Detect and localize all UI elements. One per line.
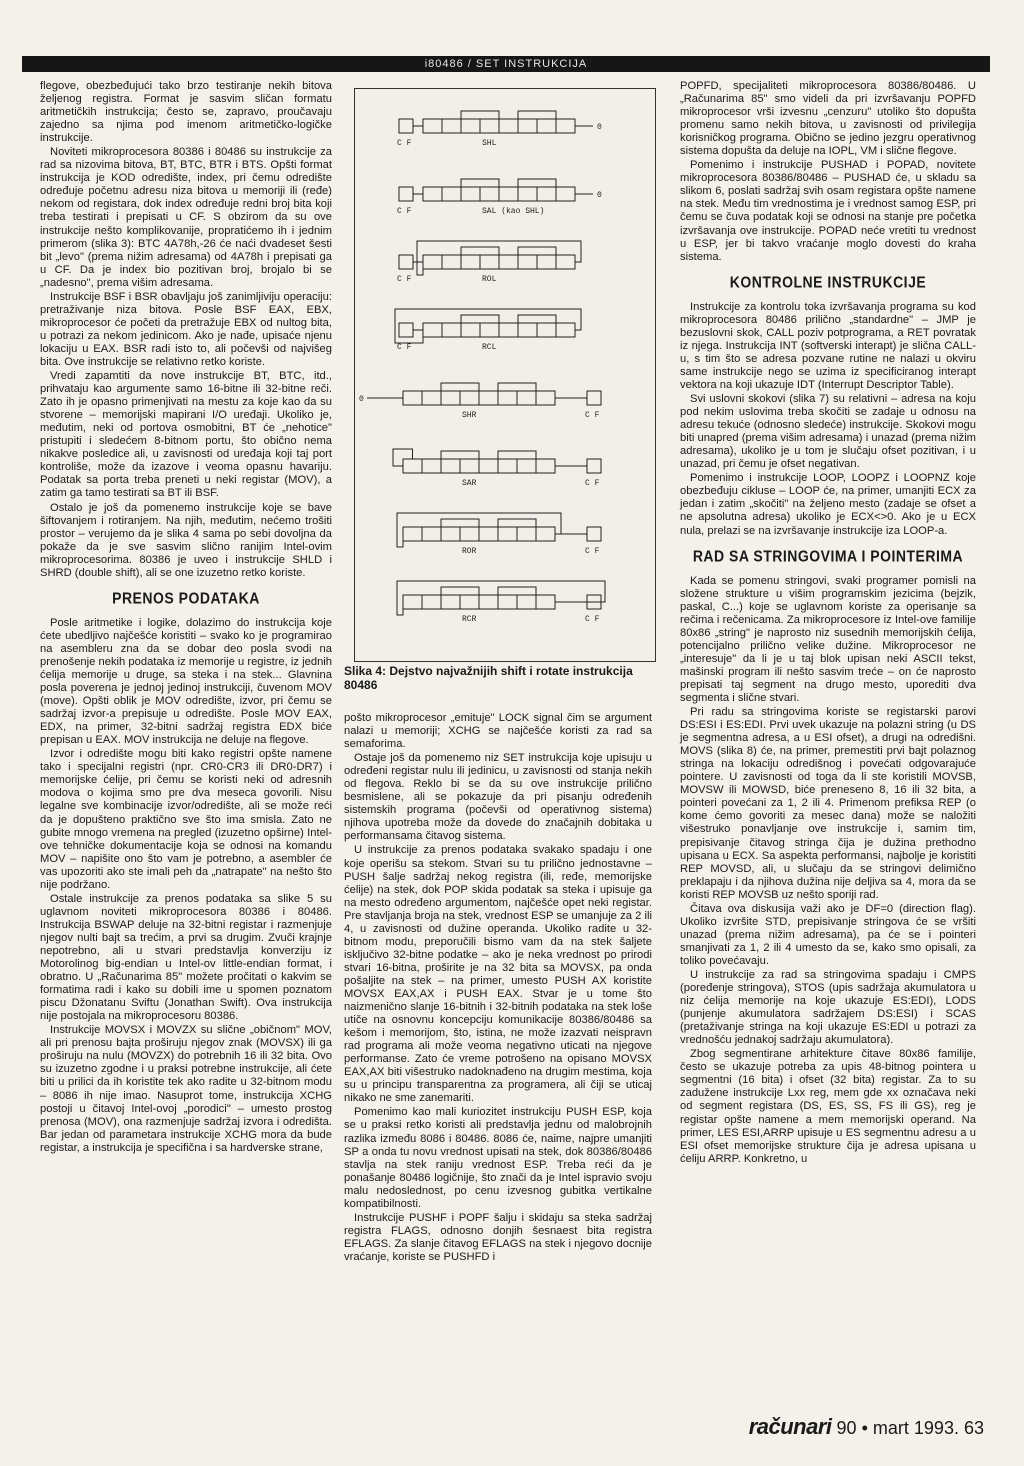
register-cell <box>461 187 480 201</box>
bit-move-arrow <box>498 383 536 391</box>
register-cell <box>556 323 575 337</box>
register-cell <box>442 255 461 269</box>
page-number: 63 <box>963 1418 984 1438</box>
zero-label: 0 <box>597 191 602 200</box>
register-cell <box>442 187 461 201</box>
register-cell <box>441 391 460 405</box>
paragraph: Ostale instrukcije za prenos podataka sa slike 5 su uglavnom noviteti mikroprocesora 80386 i 80486. Instrukcija BSWAP deluje na 32-bitni registar i razmenjuje njegov nulti bajt sa trećim, a prvi sa drugim. Zvuči krajnje nepotrebno, ali u stvari predstavlja konverziju iz Motorolinog big-endian u Intel-ov little-endian format, i obratno. U „Računarima 85" možete pročitati o kakvim se formatima radi i kako su dobili ime u spomen poznatom piscu Džonatanu Sviftu (Jonathan Swift). Ova instrukcija nije postojala na mikroprocesoru 80386. <box>40 892 332 1023</box>
instruction-label: RCL <box>482 343 497 352</box>
bit-move-arrow <box>441 587 479 595</box>
register-cell <box>518 119 537 133</box>
register-cell <box>536 527 555 541</box>
paragraph: Vredi zapamtiti da nove instrukcije BT, BTC, itd., prihvataju kao argumente samo 16-bitne ili 32-bitne reči. Zato ih je opasno primenjivati na mestu za koje kao da su stvorene – memorijski mapirani I/O uređaji. Ukoliko je, međutim, neki od portova osmobitni, BT će „nehotice" pristupiti i sledećem 8-bitnom portu, što obično nema nikakve posledice ali, u zavisnosti od uređaja koji taj port kontroliše, može da izazove i veoma opasnu havariju. Podatak sa porta treba preneti u neki registar (MOV), a zatim ga tamo testirati sa BT ili BSF. <box>40 370 332 500</box>
register-cell <box>442 119 461 133</box>
register-cell <box>518 187 537 201</box>
cf-label: C F <box>585 547 600 556</box>
paragraph: Čitava ova diskusija važi ako je DF=0 (direction flag). Ukoliko izvršite STD, prepisivanje stringova će se vršiti unazad (prema nižim adresama), pa će se i pointeri smanjivati za 1, 2 ili 4 umesto da se, kako smo opisali, za toliko povećavaju. <box>680 902 976 967</box>
register-cell <box>423 323 442 337</box>
column-right <box>680 80 976 1167</box>
register-cell <box>422 595 441 609</box>
register-cell <box>517 595 536 609</box>
bit-move-arrow <box>518 247 556 255</box>
paragraph: Posle aritmetike i logike, dolazimo do instrukcija koje ćete ubedljivo najčešće koristiti – svako ko je programirao na asembleru zna da se dobar deo posla svodi na prenošenje nekih podataka iz memorije u registre, iz jednih ćelija memorije u druge, sa steka i na stek... Glavnina posla poverena je jednoj jedinoj instrukciji, čuvenom MOV (move). Opšti oblik je MOV odredište, izvor, pri čemu se sadržaj izvor-a prepisuje u odredište. Posle MOV EAX, EDX, na primer, 32-bitni sadržaj registra EDX biće prepisan u EAX. MOV instrukcija ne deluje na flegove. <box>40 616 332 747</box>
rotate-loop-arrow <box>397 581 605 615</box>
cf-label: C F <box>397 275 412 284</box>
instruction-label: SHL <box>482 139 497 148</box>
figure-shift-rotate <box>354 88 656 662</box>
register-cell <box>460 459 479 473</box>
register-cell <box>517 527 536 541</box>
register-cell <box>423 119 442 133</box>
register-cell <box>499 255 518 269</box>
register-cell <box>536 459 555 473</box>
bit-move-arrow <box>518 111 556 119</box>
bit-move-arrow <box>518 315 556 323</box>
issue-number: 90 <box>836 1418 857 1438</box>
paragraph: Kada se pomenu stringovi, svaki programer pomisli na složene strukture u višim programskim jezicima (bejzik, paskal, C...) koje se uglavnom koriste za operisanje sa rečima i rečenicama. Za mikroprocesore iz Intel-ove familije 80x86 „string" je naprosto niz susednih memorijskih ćelija, potencijalno prilično velike dužine. Mikroprocesor ne „interesuje" da li je u taj blok upisan neki ASCII tekst, mašinski program ili nešto sasvim treće – on će naprosto prepisati taj segment na drugo mesto, uporediti dva segmenta i slične stvari. <box>680 574 976 705</box>
register-cell <box>517 391 536 405</box>
cf-label: C F <box>585 615 600 624</box>
bit-move-arrow <box>461 315 499 323</box>
column-middle <box>344 712 652 1265</box>
cf-label: C F <box>585 479 600 488</box>
section-heading: PRENOS PODATAKA <box>112 588 260 607</box>
paragraph: Pomenimo kao mali kuriozitet instrukciju PUSH ESP, koja se u praksi retko koristi ali predstavlja jednu od malobrojnih razlika između 8086 i 80486. 8086 će, naime, najpre umanjiti SP a onda tu novu vrednost upisati na stek, dok 80386/80486 stavlja na stek raniju vrednost ESP. Treba reći da je ponašanje 80486 logičnije, što znači da je Intel ispravio svoju malu nedoslednost, po cenu izvesnog gubitka vertikalne kompatibilnosti. <box>344 1106 652 1210</box>
register-cell <box>499 187 518 201</box>
register-cell <box>479 595 498 609</box>
cf-label: C F <box>585 411 600 420</box>
register-cell <box>423 255 442 269</box>
instruction-label: SAR <box>462 479 477 488</box>
cf-box <box>399 323 413 337</box>
instruction-label: SHR <box>462 411 477 420</box>
bit-move-arrow <box>518 179 556 187</box>
paragraph: Ostaje još da pomenemo niz SET instrukcija koje upisuju u određeni registar nulu ili jedinicu, u zavisnosti od stanja nekih od flegova. Reklo bi se da su ove instrukcije prilično besmislene, ali se pokazuje da pri pisanju određenih sistemskih programa (počevši od operativnog sistema) njihova upotreba može da dovede do značajnih dobitaka u performansama čitavog sistema. <box>344 752 652 843</box>
register-cell <box>460 595 479 609</box>
paragraph: Instrukcije za kontrolu toka izvršavanja programa su kod mikroprocesora 80486 prilično „standardne" – JMP je bezuslovni skok, CALL poziv potprograma, a RET povratak iz njega. Instrukcija INT (softverski interapt) je slična CALL-u, s tim što se adresa pozvane rutine ne nalazi u okviru same instrukcije nego se uzima iz specificiranog interapt vektora na koji ukazuje IDT (Interrupt Descriptor Table). <box>680 300 976 391</box>
instruction-label: ROL <box>482 275 497 284</box>
register-cell <box>537 323 556 337</box>
paragraph: flegove, obezbeđujući tako brzo testiranje nekih bitova željenog registra. Format je sasvim sličan formatu aritmetičkih instrukcija; često se, zapravo, proučavaju zajedno sa njima pod imenom aritmetičko-logičke instrukcije. <box>40 80 332 145</box>
paragraph: Svi uslovni skokovi (slika 7) su relativni – adresa na koju pod nekim uslovima treba skočiti se zadaje u odnosu na adresu tekuće (odnosno sledeće) instrukcije. Skokovi mogu biti unapred (prema višim adresama) i unazad (prema nižim adresama), ukoliko je u tom je slučaju ofset pozitivan, i u unazad, pri čemu je ofset negativan. <box>680 393 976 471</box>
paragraph: pošto mikroprocesor „emituje" LOCK signal čim se argument nalazi u memoriji; XCHG se najčešće koristi za rad sa semaforima. <box>344 712 652 751</box>
register-cell <box>422 459 441 473</box>
bit-move-arrow <box>498 587 536 595</box>
register-cell <box>518 323 537 337</box>
paragraph: Instrukcije BSF i BSR obavljaju još zanimljiviju operaciju: pretraživanje niza bitova. Posle BSF EAX, EBX, mikroprocesor će početi da pretražuje EBX od nultog bita, u potrazi za nekom jedinicom. Ako je nađe, upisaće njenu lokaciju u EAX. BSR radi isto to, ali počevši od najvišeg bita. Ove instrukcije se relativno retko koriste. <box>40 290 332 368</box>
bit-move-arrow <box>441 519 479 527</box>
register-cell <box>441 595 460 609</box>
register-cell <box>403 459 422 473</box>
bit-move-arrow <box>441 451 479 459</box>
register-cell <box>479 527 498 541</box>
register-cell <box>498 391 517 405</box>
zero-label: 0 <box>597 123 602 132</box>
register-cell <box>480 187 499 201</box>
paragraph: Pomenimo i instrukcije PUSHAD i POPAD, novitete mikroprocesora 80386/80486 – PUSHAD će, u skladu sa slikom 6, poslati sadržaj svih osam registara opšte namene na stek. Među tim vrednostima je i vrednost samog ESP, pri čemu se čuva podatak koji se odnosi na stanje pre početka izvršavanja ove instrukcije. POPAD neće vretiti tu vrednost u ESP, jer bi takvo vraćanje moglo dovesti do kraha sistema. <box>680 159 976 263</box>
cf-box <box>399 255 413 269</box>
magazine-name: računari <box>748 1414 832 1439</box>
register-cell <box>480 119 499 133</box>
instruction-label: ROR <box>462 547 477 556</box>
register-cell <box>537 187 556 201</box>
register-cell <box>517 459 536 473</box>
register-cell <box>423 187 442 201</box>
paragraph: Izvor i odredište mogu biti kako registri opšte namene tako i specijalni registri (npr. CR0-CR3 ili DR0-DR7) i memorijske ćelije, pri čemu se koristi neki od adresnih modova o kojima smo pre dva meseca govorili. Nisu legalne sve kombinacije izvor/odredište, ali se može reći da je dopušteno praktično sve što ima smisla. Zato ne gubite mnogo vremena na pregled (izuzetno opširne) Intel-ove tehničke dokumentacije koja se odnosi na komandu MOV – napišite ono što vam je potrebno, a asembler će vas upozoriti ako ste imali peh da „natrapate" na nešto što nije podržano. <box>40 748 332 891</box>
zero-label: 0 <box>359 395 364 404</box>
instruction-label: SAL (kao SHL) <box>482 207 545 216</box>
bit-move-arrow <box>461 179 499 187</box>
cf-box <box>587 527 601 541</box>
register-cell <box>498 527 517 541</box>
paragraph: Pomenimo i instrukcije LOOP, LOOPZ i LOOPNZ koje obezbeđuju cikluse – LOOP će, na primer, umanjiti ECX za jedan i zatim „skočiti" na željeno mesto (zadaje se ofset a ne apsolutna adresa) ukoliko je ECX<>0. Ako je u ECX nula, prelazi se na izvršavanje instrukcije iza LOOP-a. <box>680 472 976 537</box>
cf-box <box>399 187 413 201</box>
bit-move-arrow <box>498 519 536 527</box>
register-cell <box>536 595 555 609</box>
cf-box <box>587 391 601 405</box>
register-cell <box>461 255 480 269</box>
register-cell <box>536 391 555 405</box>
instruction-label: RCR <box>462 615 477 624</box>
paragraph: Instrukcije PUSHF i POPF šalju i skidaju sa steka sadržaj registra FLAGS, odnosno donjih šesnaest bita registra EFLAGS. Za slanje čitavog EFLAGS na stek i njegovo docnije vraćanje, koriste se PUSHFD i <box>344 1211 652 1263</box>
register-cell <box>460 527 479 541</box>
bit-move-arrow <box>461 111 499 119</box>
register-cell <box>479 391 498 405</box>
register-cell <box>498 595 517 609</box>
section-heading: KONTROLNE INSTRUKCIJE <box>729 272 927 291</box>
register-cell <box>442 323 461 337</box>
register-cell <box>556 119 575 133</box>
bullet-separator: • <box>861 1418 868 1438</box>
shift-rotate-diagram <box>355 89 655 661</box>
register-cell <box>403 527 422 541</box>
register-cell <box>441 527 460 541</box>
register-cell <box>479 459 498 473</box>
register-cell <box>499 323 518 337</box>
register-cell <box>461 323 480 337</box>
paragraph: Instrukcije MOVSX i MOVZX su slične „običnom" MOV, ali pri prenosu bajta proširuju njegov znak (MOVSX) ili ga proširuju na nulu (MOVZX) do potrebnih 16 ili 32 bita. Ovo su izuzetno zgodne i u praksi potrebne instrukcije, ali ćete biti u prilici da ih koristite tek ako radite u 32-bitnom modu – 8086 ih nije imao. Nasuprot tome, instrukcija XCHG postoji u čitavoj Intel-ovoj „porodici" – umesto prostog prenosa (MOV), ona razmenjuje sadržaj izvora i odredišta. Bar jedan od parametara instrukcije XCHG mora da bude registar, a instrukcija je specifična i sa hardverske strane, <box>40 1024 332 1154</box>
register-cell <box>422 391 441 405</box>
register-cell <box>441 459 460 473</box>
paragraph: Ostalo je još da pomenemo instrukcije koje se bave šiftovanjem i rotiranjem. Na njih, međutim, nećemo trošiti prostor – verujemo da je slika 4 sama po sebi dovoljna da pokaže da je sve sasvim slično ranijim Intel-ovim mikroprocesorima. 80386 je uveo i instrukcije SHLD i SHRD (double shift), ali se one izuzetno retko koriste. <box>40 501 332 579</box>
issue-date: mart 1993. <box>872 1418 959 1438</box>
register-cell <box>556 187 575 201</box>
register-cell <box>556 255 575 269</box>
paragraph: Pri radu sa stringovima koriste se registarski parovi DS:ESI i ES:EDI. Prvi uvek ukazuje na polazni string (u DS je segmentna adresa, a u ESI ofset), a drugi na odredišni. MOVS (slika 8) će, na primer, premestiti prvi bajt polaznog stringa na lokaciju odredišnog i povećati odgovarajuće pointere. U zavisnosti od toga da li ste koristili MOVSB, MOVSW ili MOWSD, biće preneseno 8, 16 ili 32 bita, a pointeri povećani za 1, 2 ili 4. Primenom prefiksa REP (o kome ćemo govoriti za mesec dana) može se naložiti višestruko ponavljanje ove instrukcije i, samim tim, prepisivanje čitavog stringa čija je dužina prethodno upisana u ECX. Sa aspekta performansi, najbolje je koristiti REP MOVSD, ali, u slučaju da se stringovi delimično preklapaju i da njihova dužina nije deljiva sa 4, mora da se koristi REP MOVSB uz nešto sporiji rad. <box>680 706 976 901</box>
paragraph: Noviteti mikroprocesora 80386 i 80486 su instrukcije za rad sa nizovima bitova, BT, BTC, BTR i BTS. Opšti format instrukcija je KOD odredište, index, pri čemu odredište određuje početnu adresu niza bitova u memoriji ili (ređe) nekom od registara, dok index određuje redni broj bita koji treba testirati i prepisati u CF. S obzirom da su ove instrukcije nešto komplikovanije, propratićemo ih i jednim primerom (slika 3): BTC 4A78h,-26 će naći dvadeset šesti bit „levo" (prema nižim adresama) od 4A78h i prepisati ga u CF. Da je index bio pozitivan broj, brojalo bi se „nadesno", prema višim adresama. <box>40 146 332 289</box>
bit-move-arrow <box>461 247 499 255</box>
running-header: i80486 / SET INSTRUKCIJA <box>22 56 990 72</box>
register-cell <box>518 255 537 269</box>
paragraph: U instrukcije za prenos podataka svakako spadaju i one koje operišu sa stekom. Stvari su tu prilično jednostavne – PUSH šalje sadržaj nekog registra (ili, ređe, memorijske ćelije) na stek, dok POP skida podatak sa steka i upisuje ga na mesto određeno argumentom, najčešće opet neki registar. Pre stavljanja broja na stek, vrednost ESP se umanjuje za 2 ili 4, u zavisnosti od dužine operanda. Ukoliko radite u 32-bitnom modu, preporučili bismo vam da na stek šaljete isključivo 32-bitne podatke – ako je neka vrednost po prirodi stvari 16-bitna, proširite je na 32 bita sa MOVSX, pa onda pošaljite na stek – na primer, umesto PUSH AX koristite MOVSX EAX,AX i PUSH EAX. Stvar je u tome što naizmenično slanje 16-bitnih i 32-bitnih podataka na stek loše utiče na osnovnu koncepciju komunikacije 80386/80486 sa kešom i memorijom, što, istina, ne može izazvati neispravn rad programa ali može veoma negativno uticati na njegove performanse. Zato će vreme potrošeno na opisano MOVSX EAX,AX biti višestruko nadoknađeno na drugim mestima, koja su u principu transparentna za programera, ali čiji se uticaj nikako ne sme zanemariti. <box>344 844 652 1105</box>
section-heading: RAD SA STRINGOVIMA I POINTERIMA <box>692 546 964 565</box>
register-cell <box>499 119 518 133</box>
cf-label: C F <box>397 343 412 352</box>
register-cell <box>537 119 556 133</box>
register-cell <box>537 255 556 269</box>
page-footer <box>749 1414 984 1440</box>
bit-move-arrow <box>498 451 536 459</box>
cf-label: C F <box>397 207 412 216</box>
register-cell <box>422 527 441 541</box>
bit-move-arrow <box>441 383 479 391</box>
column-left <box>40 80 332 1156</box>
register-cell <box>480 255 499 269</box>
paragraph: POPFD, specijaliteti mikroprocesora 80386/80486. U „Računarima 85" smo videli da pri izvršavanju POPFD mikroprocesor vrši izvesnu „cenzuru" utoliko što dopušta promenu samo nekih bitova, u zavisnosti od privilegija korisničkog programa. Obično se jedino jezgru operativnog sistema dopušta da deluje na IOPL, VM i slične flegove. <box>680 80 976 158</box>
paragraph: U instrukcije za rad sa stringovima spadaju i CMPS (poređenje stringova), STOS (upis sadržaja akumulatora u niz ćelija memorije na koje ukazuje ES:EDI), LODS (punjenje akumulatora sadržajem DS:ESI) i SCAS (pretaživanje stringa na koji ukazuje ES:EDI u potrazi za vrednošću jednakoj sadržaju akumulatora). <box>680 969 976 1047</box>
cf-label: C F <box>397 139 412 148</box>
register-cell <box>461 119 480 133</box>
register-cell <box>460 391 479 405</box>
register-cell <box>403 391 422 405</box>
register-cell <box>498 459 517 473</box>
figure-caption: Slika 4: Dejstvo najvažnijih shift i rotate instrukcija 80486 <box>344 664 633 692</box>
register-cell <box>403 595 422 609</box>
cf-box <box>399 119 413 133</box>
register-cell <box>480 323 499 337</box>
cf-box <box>587 459 601 473</box>
paragraph: Zbog segmentirane arhitekture čitave 80x86 familije, često se ukazuje potreba za upis 48-bitnog pointera u segmentni (16 bita) i ofset (32 bita) registar. Za to su zadužene instrukcije Lxx reg, mem gde xx označava neki od segment registara (DS, ES, SS, FS ili GS), reg je registar opšte namene a mem memorijski operand. Na primer, LES ESI,ARRP upisuje u ES segmentnu adresu a u ESI ofset memorijske strukture čija je adresa upisana u ćeliju ARRP. Konkretno, u <box>680 1048 976 1165</box>
